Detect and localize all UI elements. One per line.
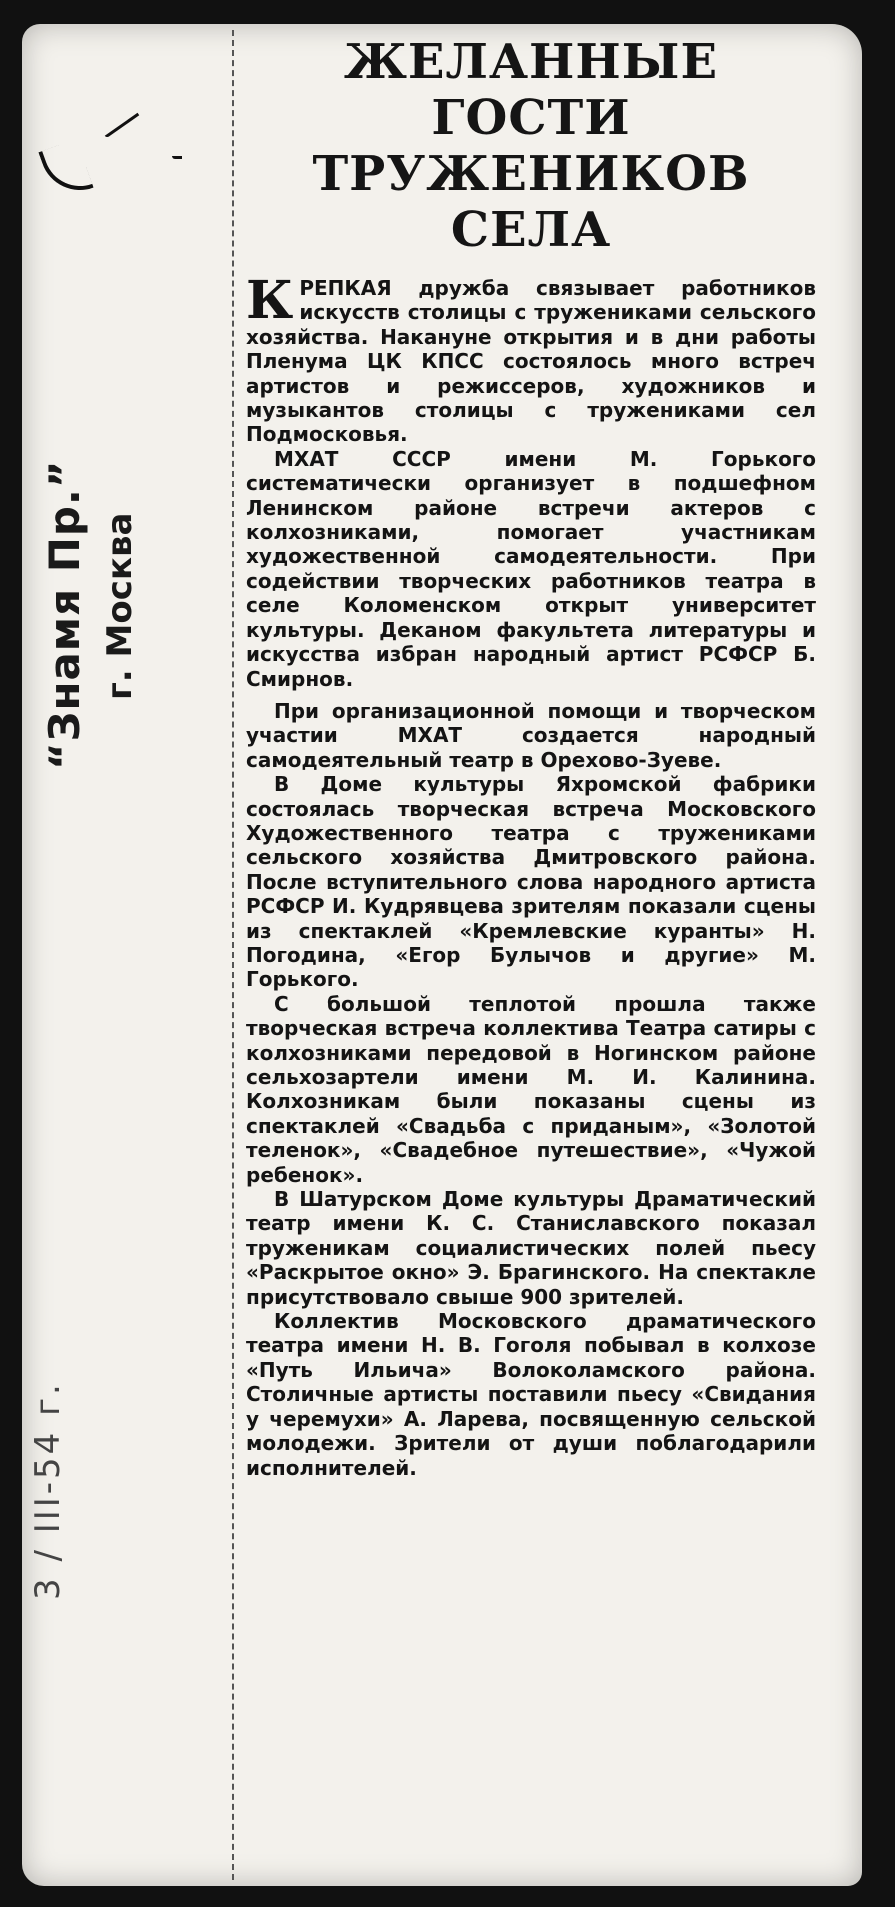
pencil-mark (38, 139, 93, 202)
drop-cap: К (246, 270, 294, 331)
pencil-mark (105, 113, 139, 138)
paragraph (246, 270, 816, 447)
fold-line (232, 30, 236, 1880)
article-title (246, 34, 816, 258)
handwritten-date: 3 / III-54 г. (28, 1381, 68, 1600)
handwritten-newspaper-name: “Знамя Пр.” (40, 459, 89, 770)
article-body (246, 270, 816, 1480)
title-line-2: ТРУЖЕНИКОВ СЕЛА (312, 146, 750, 258)
title-line-1: ЖЕЛАННЫЕ ГОСТИ (343, 34, 719, 146)
left-margin (22, 24, 237, 1886)
paragraph: С большой теплотой прошла также творческая встреча коллектива Театра сатиры с колхозниками передовой в Ногинском районе сельхозартели имени М. И. Калинина. Колхозникам были показаны сцены из спектаклей «Свадьба с приданым», «Золотой теленок», «Свадебное путешествие», «Чужой ребенок». (246, 991, 816, 1187)
handwritten-city: г. Москва (100, 512, 140, 700)
paragraph: В Шатурском Доме культуры Драматический театр имени К. С. Станиславского показал труженикам социалистических полей пьесу «Раскрытое окно» Э. Брагинского. На спектакле присутствовало свыше 900 зрителей. (246, 1187, 816, 1309)
paragraph: Коллектив Московского драматического театра имени Н. В. Гоголя побывал в колхозе «Путь Ильича» Волоколамского района. Столичные артисты поставили пьесу «Свидания у черемухи» А. Ларева, посвященную сельской молодежи. Зрители от души поблагодарили исполнителей. (246, 1309, 816, 1480)
paragraph: В Доме культуры Яхромской фабрики состоялась творческая встреча Московского Художественного театра с тружениками сельского хозяйства Дмитровского района. После вступительного слова народного артиста РСФСР И. Кудрявцева зрителям показали сцены из спектаклей «Кремлевские куранты» Н. Погодина, «Егор Булычов и другие» М. Горького. (246, 772, 816, 992)
article (246, 34, 816, 1480)
paragraph: МХАТ СССР имени М. Горького систематически организует в подшефном Ленинском районе встречи актеров с колхозниками, помогает участникам художественной самодеятельности. При содействии творческих работников театра в селе Коломенском открыт университет культуры. Деканом факультета литературы и искусства избран народный артист РСФСР Б. Смирнов. (246, 446, 816, 691)
paragraph-text: РЕПКАЯ дружба связывает работников искусств столицы с тружениками сельского хозяйства. Накануне открытия и в дни работы Пленума ЦК КПСС состоялось много встреч артистов и режиссеров, художников и музыкантов столицы с тружениками сел Подмосковья. (246, 276, 816, 447)
pencil-mark (172, 156, 182, 159)
paragraph: При организационной помощи и творческом участии МХАТ создается народный самодеятельный театр в Орехово-Зуеве. (246, 698, 816, 772)
